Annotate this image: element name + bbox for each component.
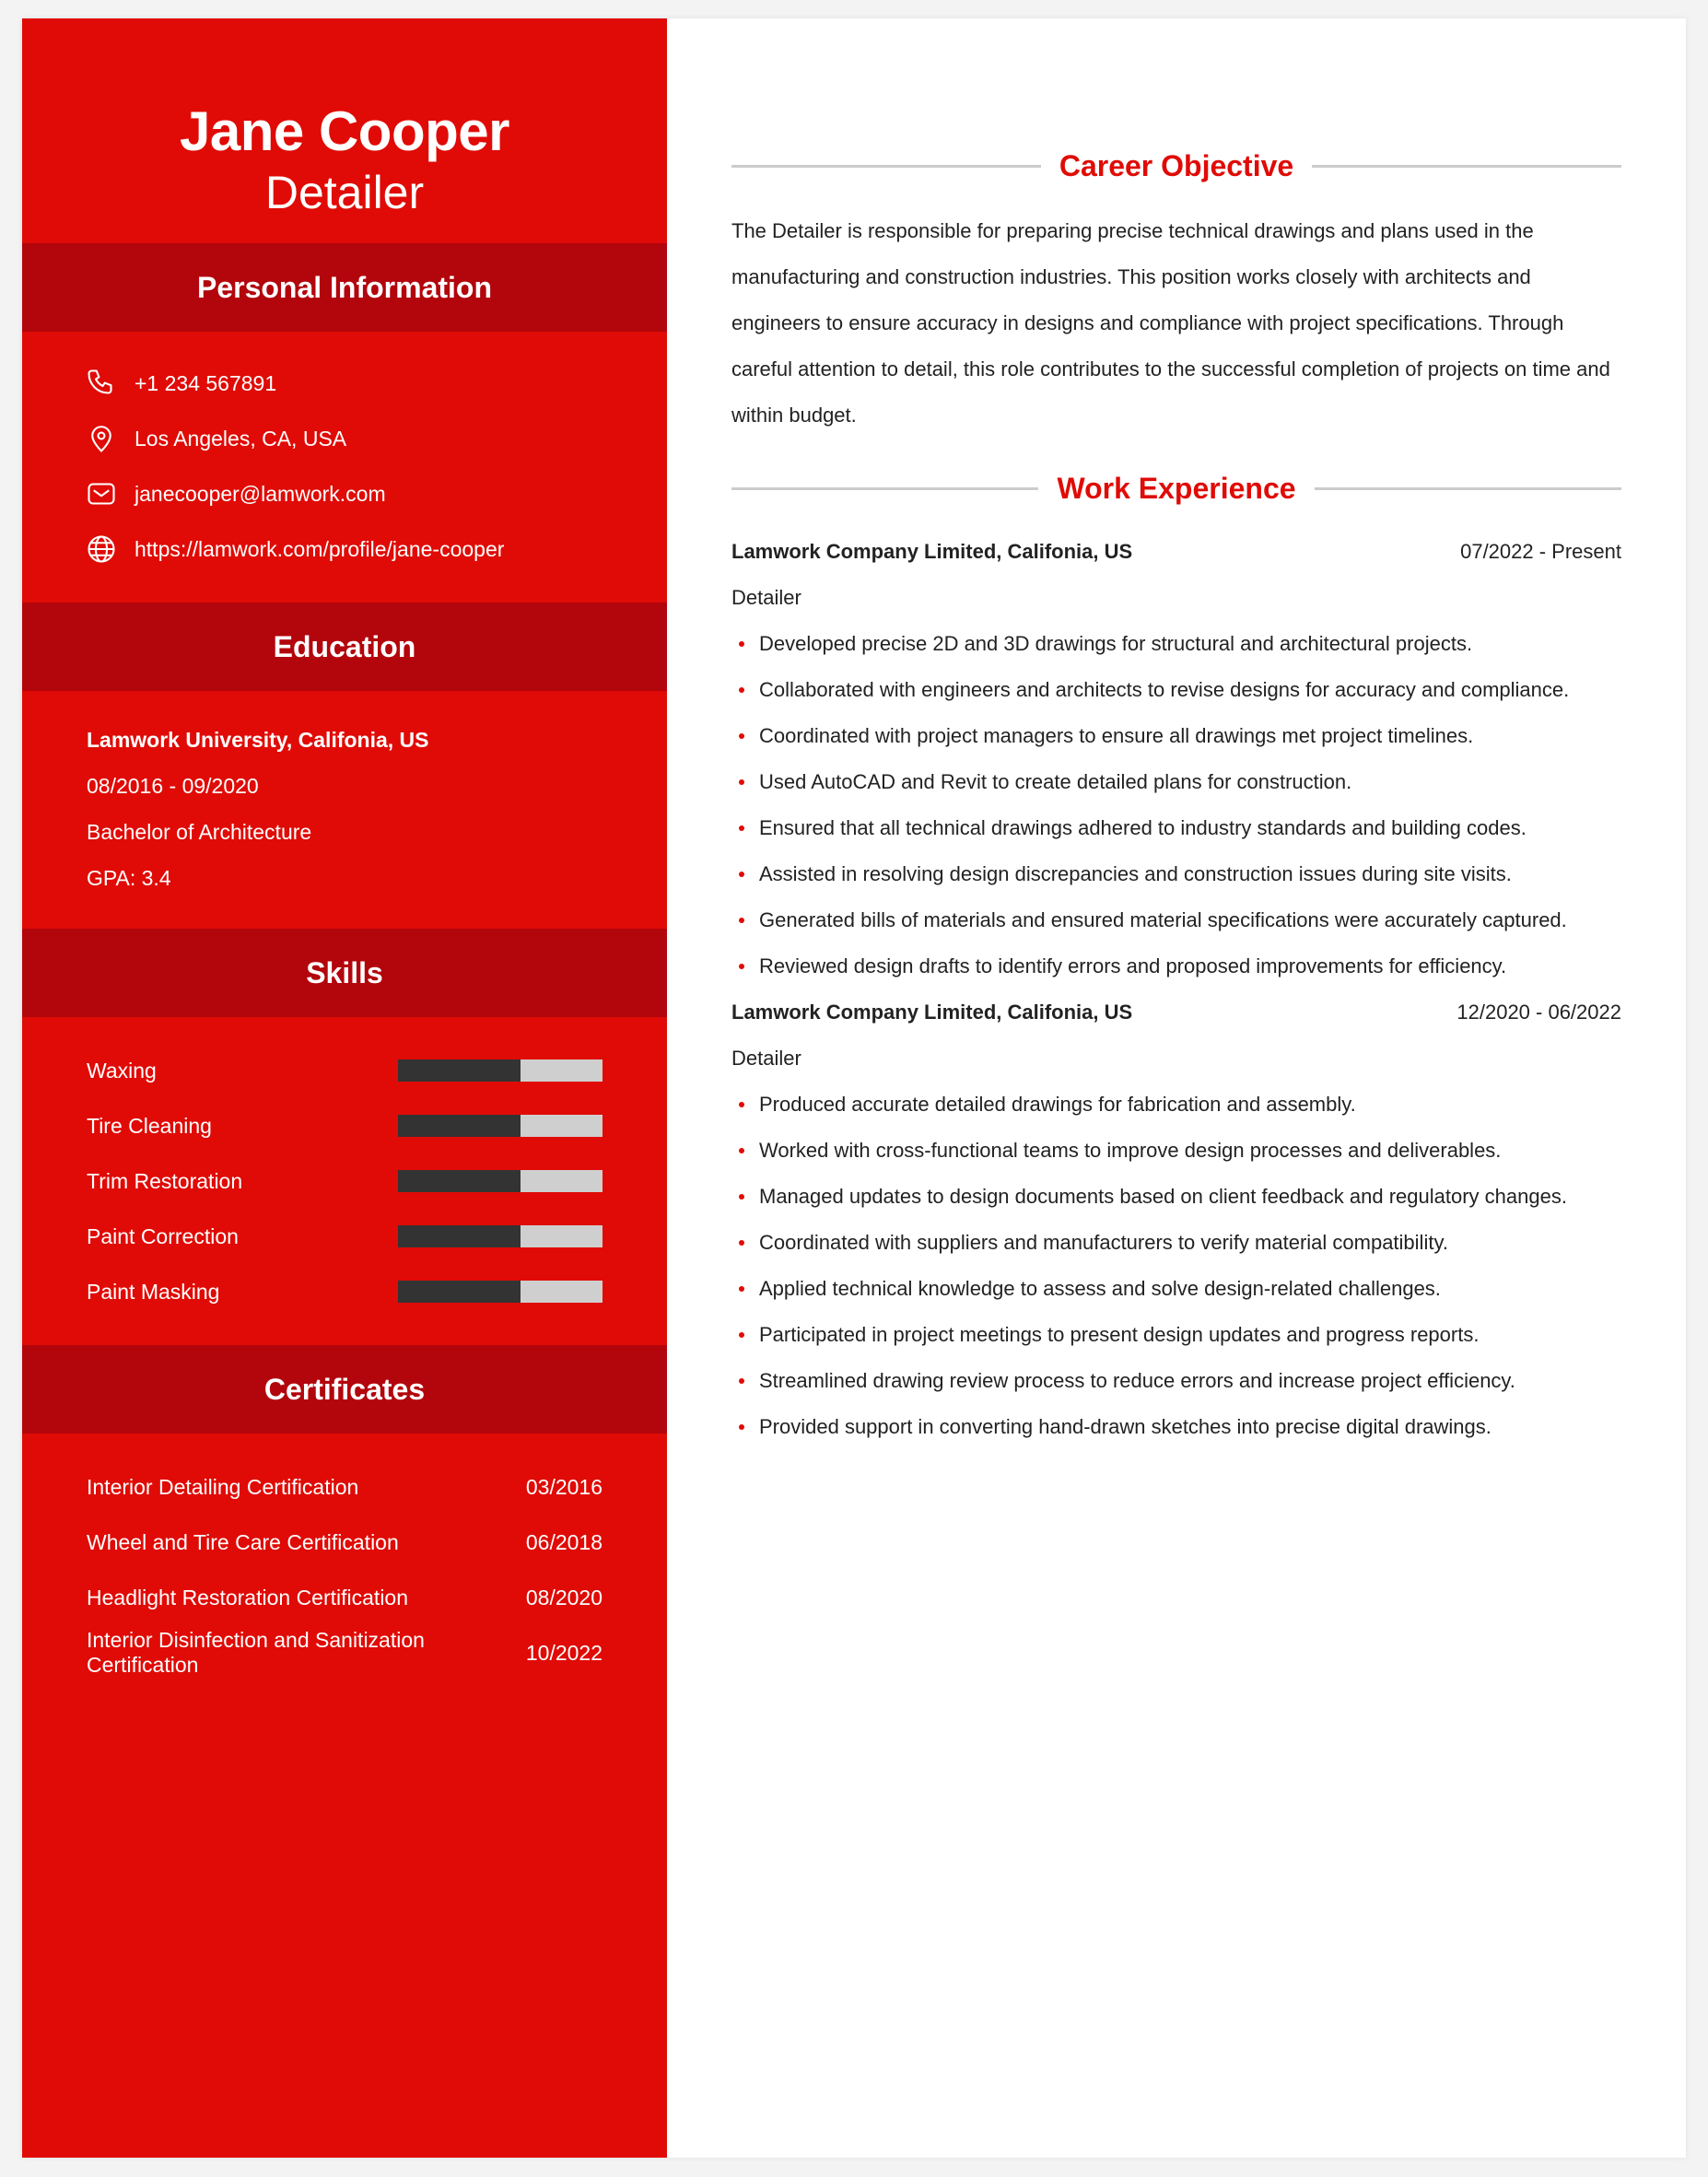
skill-item bbox=[87, 1098, 602, 1153]
skill-level-fill bbox=[398, 1115, 521, 1137]
job-company: Lamwork Company Limited, Califonia, US bbox=[731, 540, 1133, 563]
skill-name: Paint Masking bbox=[87, 1279, 220, 1304]
contact-location bbox=[22, 411, 667, 466]
education-heading: Education bbox=[22, 603, 667, 691]
globe-icon bbox=[85, 533, 118, 566]
skill-level-bar bbox=[398, 1115, 602, 1137]
contact-email bbox=[22, 466, 667, 521]
job-dates: 12/2020 - 06/2022 bbox=[1456, 1001, 1621, 1024]
job-company: Lamwork Company Limited, Califonia, US bbox=[731, 1001, 1133, 1024]
section-title: Work Experience bbox=[1057, 471, 1296, 505]
job-bullet: Produced accurate detailed drawings for fabrication and assembly. bbox=[731, 1082, 1621, 1128]
job-header bbox=[731, 989, 1621, 1036]
skills-list bbox=[22, 1017, 667, 1345]
job-bullet: Developed precise 2D and 3D drawings for structural and architectural projects. bbox=[731, 621, 1621, 667]
location-pin-icon bbox=[85, 422, 118, 455]
certificate-name: Headlight Restoration Certification bbox=[87, 1585, 409, 1609]
job-bullet: Streamlined drawing review process to reduce errors and increase project efficiency. bbox=[731, 1358, 1621, 1404]
skill-item bbox=[87, 1153, 602, 1209]
skill-level-fill bbox=[398, 1059, 521, 1082]
email-icon bbox=[85, 477, 118, 510]
job-bullet: Coordinated with suppliers and manufacturers to verify material compatibility. bbox=[731, 1220, 1621, 1266]
skill-name: Waxing bbox=[87, 1058, 157, 1083]
job-bullet: Generated bills of materials and ensured material specifications were accurately captured. bbox=[731, 897, 1621, 943]
certificates-heading: Certificates bbox=[22, 1345, 667, 1434]
certificate-date: 10/2022 bbox=[525, 1640, 602, 1665]
certificate-date: 03/2016 bbox=[525, 1474, 602, 1499]
job-bullets bbox=[731, 621, 1621, 989]
skill-level-bar bbox=[398, 1059, 602, 1082]
job-entry bbox=[731, 529, 1621, 989]
job-bullet: Managed updates to design documents based on client feedback and regulatory changes. bbox=[731, 1174, 1621, 1220]
skill-item bbox=[87, 1209, 602, 1264]
skill-level-fill bbox=[398, 1281, 521, 1303]
certificate-name: Interior Detailing Certification bbox=[87, 1474, 359, 1499]
skill-item bbox=[87, 1043, 602, 1098]
resume-page bbox=[22, 18, 1686, 2158]
contact-list bbox=[22, 332, 667, 603]
skill-item bbox=[87, 1264, 602, 1319]
skill-level-fill bbox=[398, 1225, 521, 1247]
main-column bbox=[667, 18, 1686, 2158]
job-role: Detailer bbox=[731, 586, 801, 609]
name-header bbox=[22, 18, 667, 243]
job-bullet: Participated in project meetings to present design updates and progress reports. bbox=[731, 1312, 1621, 1358]
education-gpa: GPA: 3.4 bbox=[87, 866, 171, 890]
job-header bbox=[731, 529, 1621, 575]
skill-level-fill bbox=[398, 1170, 521, 1192]
contact-location-text: Los Angeles, CA, USA bbox=[135, 426, 347, 451]
education-dates: 08/2016 - 09/2020 bbox=[87, 774, 259, 798]
skill-level-bar bbox=[398, 1225, 602, 1247]
skill-level-bar bbox=[398, 1281, 602, 1303]
job-bullet: Provided support in converting hand-drawn sketches into precise digital drawings. bbox=[731, 1404, 1621, 1450]
divider-line bbox=[1315, 487, 1621, 490]
career-objective-text: The Detailer is responsible for preparing precise technical drawings and plans used in the manufacturing and construction industries. This position works closely with architects and engineers to ensure accuracy in designs and compliance with project specifications. Through careful attention to detail, this role contributes to the successful completion of projects on time and within budget. bbox=[731, 219, 1610, 427]
work-experience-heading bbox=[731, 461, 1621, 516]
personal-info-heading: Personal Information bbox=[22, 243, 667, 332]
education-school: Lamwork University, Califonia, US bbox=[87, 728, 429, 752]
education-entry bbox=[22, 691, 667, 929]
job-bullets bbox=[731, 1082, 1621, 1450]
certificates-list bbox=[22, 1434, 667, 1680]
career-objective-heading bbox=[731, 138, 1621, 193]
skill-name: Trim Restoration bbox=[87, 1168, 243, 1193]
certificate-name: Wheel and Tire Care Certification bbox=[87, 1529, 399, 1554]
contact-phone bbox=[22, 356, 667, 411]
education-degree: Bachelor of Architecture bbox=[87, 820, 312, 844]
skill-level-bar bbox=[398, 1170, 602, 1192]
skill-name: Tire Cleaning bbox=[87, 1113, 212, 1138]
job-bullet: Collaborated with engineers and architects to revise designs for accuracy and compliance. bbox=[731, 667, 1621, 713]
certificate-item bbox=[87, 1570, 602, 1625]
certificate-name: Interior Disinfection and Sanitization Certification bbox=[87, 1628, 425, 1677]
job-entry bbox=[731, 989, 1621, 1450]
job-role: Detailer bbox=[731, 1047, 801, 1070]
job-bullet: Applied technical knowledge to assess and solve design-related challenges. bbox=[731, 1266, 1621, 1312]
job-bullet: Assisted in resolving design discrepancies and construction issues during site visits. bbox=[731, 851, 1621, 897]
certificate-item bbox=[87, 1625, 602, 1680]
candidate-name: Jane Cooper bbox=[180, 100, 509, 162]
certificate-date: 06/2018 bbox=[525, 1529, 602, 1554]
job-bullet: Ensured that all technical drawings adhered to industry standards and building codes. bbox=[731, 805, 1621, 851]
certificate-item bbox=[87, 1515, 602, 1570]
certificate-item bbox=[87, 1459, 602, 1515]
skill-name: Paint Correction bbox=[87, 1223, 239, 1248]
job-bullet: Worked with cross-functional teams to improve design processes and deliverables. bbox=[731, 1128, 1621, 1174]
section-title: Career Objective bbox=[1059, 148, 1294, 182]
job-dates: 07/2022 - Present bbox=[1460, 540, 1621, 563]
job-bullet: Coordinated with project managers to ensure all drawings met project timelines. bbox=[731, 713, 1621, 759]
divider-line bbox=[731, 165, 1041, 168]
phone-icon bbox=[85, 367, 118, 400]
sidebar bbox=[22, 18, 667, 2158]
divider-line bbox=[1312, 165, 1621, 168]
candidate-title: Detailer bbox=[264, 167, 425, 218]
job-bullet: Reviewed design drafts to identify errors and proposed improvements for efficiency. bbox=[731, 943, 1621, 989]
contact-email-text: janecooper@lamwork.com bbox=[135, 481, 386, 506]
contact-website-text: https://lamwork.com/profile/jane-cooper bbox=[135, 536, 505, 561]
skills-heading: Skills bbox=[22, 929, 667, 1017]
certificate-date: 08/2020 bbox=[525, 1585, 602, 1609]
contact-website bbox=[22, 521, 667, 577]
job-bullet: Used AutoCAD and Revit to create detailed plans for construction. bbox=[731, 759, 1621, 805]
divider-line bbox=[731, 487, 1038, 490]
contact-phone-text: +1 234 567891 bbox=[135, 370, 277, 395]
